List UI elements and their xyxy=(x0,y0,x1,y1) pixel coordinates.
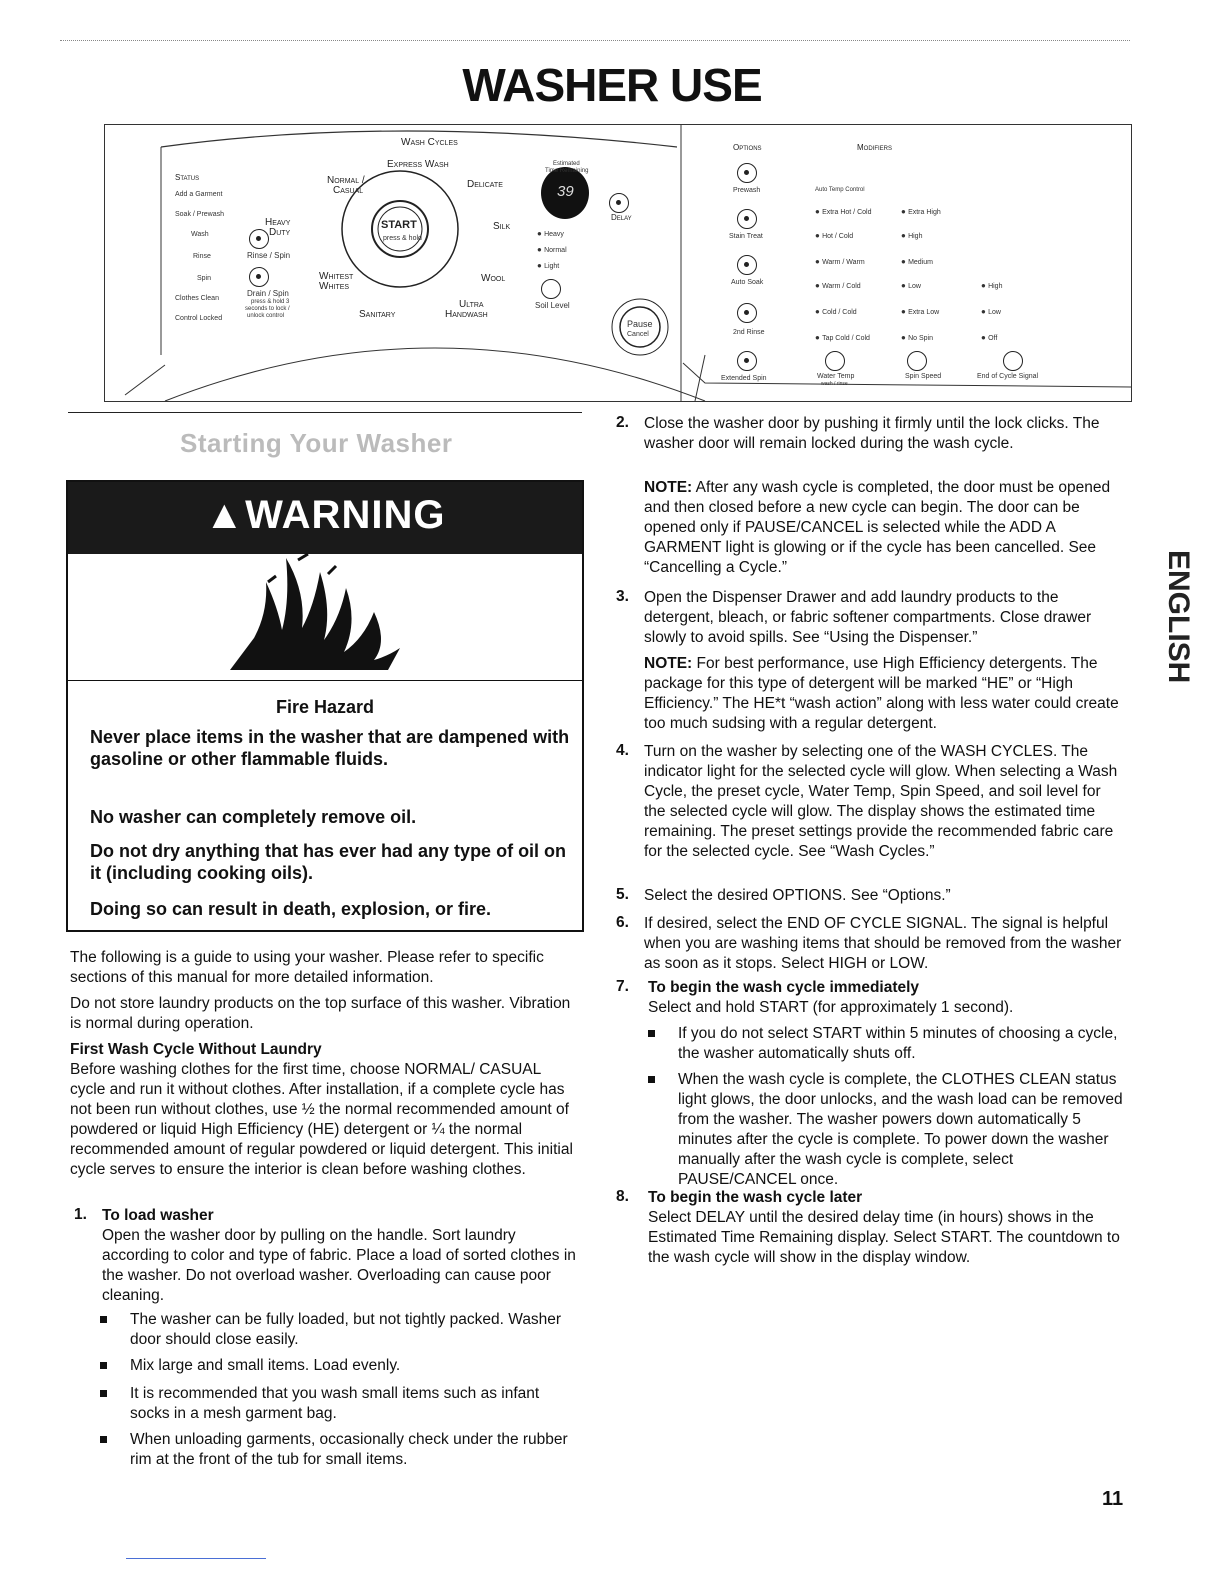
language-side-tab xyxy=(1156,546,1195,766)
list-item xyxy=(100,1310,580,1350)
bullet-marker xyxy=(100,1390,107,1397)
panel-outline xyxy=(105,125,1131,401)
whites-label: Whites xyxy=(319,281,350,292)
wool-label: Wool xyxy=(481,273,506,284)
list-item xyxy=(648,1070,1124,1188)
bullet-text: If you do not select START within 5 minutes of choosing a cycle, the washer automatically shuts off. xyxy=(678,1025,1118,1062)
end-signal-label: End of Cycle Signal xyxy=(977,373,1039,380)
step-text: Select the desired OPTIONS. See “Options.” xyxy=(644,887,951,904)
list-item xyxy=(100,1384,580,1424)
lock-note: seconds to lock / xyxy=(245,306,290,312)
heavy-label: Heavy xyxy=(265,217,291,228)
list-item xyxy=(648,1024,1124,1064)
step-text: Select and hold START (for approximately 1 second). xyxy=(648,999,1014,1016)
note-text: For best performance, use High Efficiency detergents. The package for this type of detergent will be marked “HE” or “High Efficiency.” The HE*t “wash action” along with less water could create too much sudsing with a regular detergent. xyxy=(644,655,1119,732)
temp-item: ● Hot / Cold xyxy=(815,231,853,240)
top-scan-line xyxy=(60,40,1130,41)
warning-banner xyxy=(68,482,582,554)
note-label: NOTE: xyxy=(644,655,693,672)
list-item xyxy=(100,1430,580,1470)
warning-box xyxy=(66,480,584,932)
temp-item: ● Cold / Cold xyxy=(815,307,857,316)
status-item: Wash xyxy=(191,231,209,238)
step-heading: To begin the wash cycle later xyxy=(648,1189,863,1206)
control-panel-illustration xyxy=(104,124,1132,402)
temp-item: ● Warm / Cold xyxy=(815,281,861,290)
step-text: Select DELAY until the desired delay time (in hours) shows in the Estimated Time Remaining display. Select START. The countdown to the wash cycle will show in the display window. xyxy=(648,1209,1120,1266)
step-number: 1. xyxy=(74,1206,87,1223)
normal-label: Normal / xyxy=(327,175,365,186)
intro-paragraph: Do not store laundry products on the top surface of this washer. Vibration is normal during operation. xyxy=(70,995,571,1032)
status-item: Soak / Prewash xyxy=(175,211,225,218)
bullet-text: Mix large and small items. Load evenly. xyxy=(130,1357,401,1374)
soil-item: ● Light xyxy=(537,261,559,270)
step-number: 7. xyxy=(616,978,629,995)
time-display: 39 xyxy=(557,183,574,200)
option-label: Stain Treat xyxy=(729,233,763,240)
delay-button xyxy=(609,193,629,213)
spin-speed-button xyxy=(907,351,927,371)
step-number: 6. xyxy=(616,914,629,931)
step-heading: To load washer xyxy=(102,1207,214,1224)
lock-note: unlock control xyxy=(247,313,285,319)
step-text: Open the washer door by pulling on the handle. Sort laundry according to color and type of fabric. Place a load of sorted clothes in the washer. Do not overload washer. Overloading can cause poor cleaning. xyxy=(102,1227,576,1304)
step-heading: To begin the wash cycle immediately xyxy=(648,979,920,996)
pause-label: Pause xyxy=(627,319,653,329)
status-item: Rinse xyxy=(193,253,211,260)
bullet-text: When unloading garments, occasionally check under the rubber rim at the front of the tub for small items. xyxy=(130,1431,568,1468)
spin-speed-label: Spin Speed xyxy=(905,373,942,380)
cancel-label: Cancel xyxy=(627,331,649,338)
temp-item: ● Tap Cold / Cold xyxy=(815,333,870,342)
step-number: 8. xyxy=(616,1188,629,1205)
soil-item: ● Normal xyxy=(537,245,567,254)
whitest-label: Whitest xyxy=(319,271,354,282)
handwash-label: Handwash xyxy=(445,309,488,320)
option-label: Auto Soak xyxy=(731,279,764,286)
step-text: Turn on the washer by selecting one of the WASH CYCLES. The indicator light for the selected cycle will glow. When selecting a Wash Cycle, the preset cycle, Water Temp, Spin Speed, and soil level for the selected cycle will glow. The display shows the estimated time remaining. The preset settings provide the recommended fabric care for the selected cycle. See “Wash Cycles.” xyxy=(644,743,1118,860)
auto-soak-button xyxy=(737,255,757,275)
second-rinse-button xyxy=(737,303,757,323)
page-number: 11 xyxy=(1102,1488,1124,1510)
speed-item: ● No Spin xyxy=(901,333,933,342)
speed-item: ● Medium xyxy=(901,257,933,266)
drain-spin-button xyxy=(249,267,269,287)
water-temp-label: Water Temp xyxy=(817,373,855,380)
status-item: Clothes Clean xyxy=(175,295,219,302)
step-note xyxy=(644,654,1124,734)
note-text: After any wash cycle is completed, the door must be opened and then closed before a new cycle can begin. The door can be opened only if PAUSE/CANCEL is selected while the ADD A GARMENT light is glowing or if the cycle has been cancelled. See “Cancelling a Cycle.” xyxy=(644,479,1111,576)
soil-level-button xyxy=(541,279,561,299)
status-item: Control Locked xyxy=(175,315,223,322)
delicate-label: Delicate xyxy=(467,179,503,190)
prewash-button xyxy=(737,163,757,183)
step-note xyxy=(644,478,1122,578)
bottom-rule xyxy=(126,1558,266,1559)
warning-paragraph: Never place items in the washer that are dampened with gasoline or other flammable fluids. xyxy=(90,727,570,769)
side-tab-text: ENGLISH xyxy=(1162,550,1195,684)
ultra-label: Ultra xyxy=(459,299,484,310)
status-item: Add a Garment xyxy=(175,191,223,198)
delay-label: Delay xyxy=(611,213,632,222)
step-number: 3. xyxy=(616,588,629,605)
est-time-label: Estimated xyxy=(553,161,580,167)
soil-level-label: Soil Level xyxy=(535,301,570,310)
fire-icon xyxy=(228,552,408,676)
speed-item: ● Extra Low xyxy=(901,307,939,316)
step-text: If desired, select the END OF CYCLE SIGNAL. The signal is helpful when you are washing items that should be removed from the washer as soon as it stops. Select HIGH or LOW. xyxy=(644,915,1122,972)
signal-item: ● Low xyxy=(981,307,1001,316)
note-label: NOTE: xyxy=(644,479,693,496)
option-label: 2nd Rinse xyxy=(733,329,765,336)
auto-temp-label: Auto Temp Control xyxy=(815,187,865,193)
bullet-marker xyxy=(100,1316,107,1323)
duty-label: Duty xyxy=(269,227,291,238)
hazard-divider xyxy=(68,680,582,681)
step-number: 4. xyxy=(616,742,629,759)
wash-cycles-label: Wash Cycles xyxy=(401,137,458,148)
signal-item: ● Off xyxy=(981,333,997,342)
modifiers-label: Modifiers xyxy=(857,143,892,152)
step-text: Close the washer door by pushing it firmly until the lock clicks. The washer door will remain locked during the wash cycle. xyxy=(644,415,1100,452)
est-time-label: Time Remaining xyxy=(545,168,589,174)
water-temp-sub: wash / rinse xyxy=(821,381,848,387)
sanitary-label: Sanitary xyxy=(359,309,396,320)
soil-item: ● Heavy xyxy=(537,229,564,238)
temp-item: ● Extra Hot / Cold xyxy=(815,207,871,216)
step-text: Open the Dispenser Drawer and add laundry products to the detergent, bleach, or fabric softener compartments. Close drawer slowly to avoid spills. See “Using the Dispenser.” xyxy=(644,589,1092,646)
warning-paragraph: No washer can completely remove oil. xyxy=(90,807,417,827)
temp-item: ● Warm / Warm xyxy=(815,257,865,266)
speed-item: ● Extra High xyxy=(901,207,941,216)
bullet-text: The washer can be fully loaded, but not tightly packed. Washer door should close easily. xyxy=(130,1311,562,1348)
first-wash-text: Before washing clothes for the first time, choose NORMAL/ CASUAL cycle and run it without clothes. After installation, if a complete cycle has not been run without clothes, use ½ the normal recommended amount of powdered or liquid High Efficiency (HE) detergent or ¼ the normal recommended amount of regular powdered or liquid detergent. This initial cycle serves to ensure the interior is clean before washing clothes. xyxy=(70,1061,573,1178)
status-item: Spin xyxy=(197,275,212,282)
option-label: Extended Spin xyxy=(721,375,767,382)
stain-treat-button xyxy=(737,209,757,229)
warning-triangle-icon: ▲ xyxy=(204,493,246,537)
rinse-spin-label: Rinse / Spin xyxy=(247,251,291,260)
silk-label: Silk xyxy=(493,221,511,232)
bullet-text: It is recommended that you wash small items such as infant socks in a mesh garment bag. xyxy=(130,1385,540,1422)
press-hold-label: press & hold xyxy=(383,235,422,242)
bullet-marker xyxy=(648,1076,655,1083)
step-number: 2. xyxy=(616,414,629,431)
page-title: WASHER USE xyxy=(462,59,762,111)
warning-banner-text: WARNING xyxy=(245,493,446,537)
step-number: 5. xyxy=(616,886,629,903)
end-signal-button xyxy=(1003,351,1023,371)
speed-item: ● Low xyxy=(901,281,921,290)
water-temp-button xyxy=(825,351,845,371)
warning-paragraph: Doing so can result in death, explosion, or fire. xyxy=(90,899,492,919)
list-item xyxy=(100,1356,580,1376)
casual-label: Casual xyxy=(333,185,364,196)
intro-paragraph: The following is a guide to using your washer. Please refer to specific sections of this manual for more detailed information. xyxy=(70,949,544,986)
start-button-label: START xyxy=(381,219,417,231)
bullet-marker xyxy=(648,1030,655,1037)
first-wash-heading: First Wash Cycle Without Laundry xyxy=(70,1041,322,1058)
drain-spin-label: Drain / Spin xyxy=(247,289,289,298)
options-label: Options xyxy=(733,143,762,152)
hazard-title: Fire Hazard xyxy=(275,697,375,717)
rinse-spin-button xyxy=(249,229,269,249)
extended-spin-button xyxy=(737,351,757,371)
warning-paragraph: Do not dry anything that has ever had any type of oil on it (including cooking oils). xyxy=(90,841,567,883)
express-wash-label: Express Wash xyxy=(387,159,449,170)
bullet-marker xyxy=(100,1436,107,1443)
option-label: Prewash xyxy=(733,187,761,194)
bullet-marker xyxy=(100,1362,107,1369)
bullet-text: When the wash cycle is complete, the CLOTHES CLEAN status light glows, the door unlocks, and the wash load can be removed from the washer. The washer powers down automatically 5 minutes after the cycle is complete. To power down the washer manually after the wash cycle is complete, select PAUSE/CANCEL once. xyxy=(678,1071,1123,1188)
lock-note: press & hold 3 xyxy=(251,299,290,305)
status-label: Status xyxy=(175,173,200,182)
signal-item: ● High xyxy=(981,281,1002,290)
speed-item: ● High xyxy=(901,231,922,240)
section-rule xyxy=(68,412,582,413)
section-heading: Starting Your Washer xyxy=(180,428,453,458)
